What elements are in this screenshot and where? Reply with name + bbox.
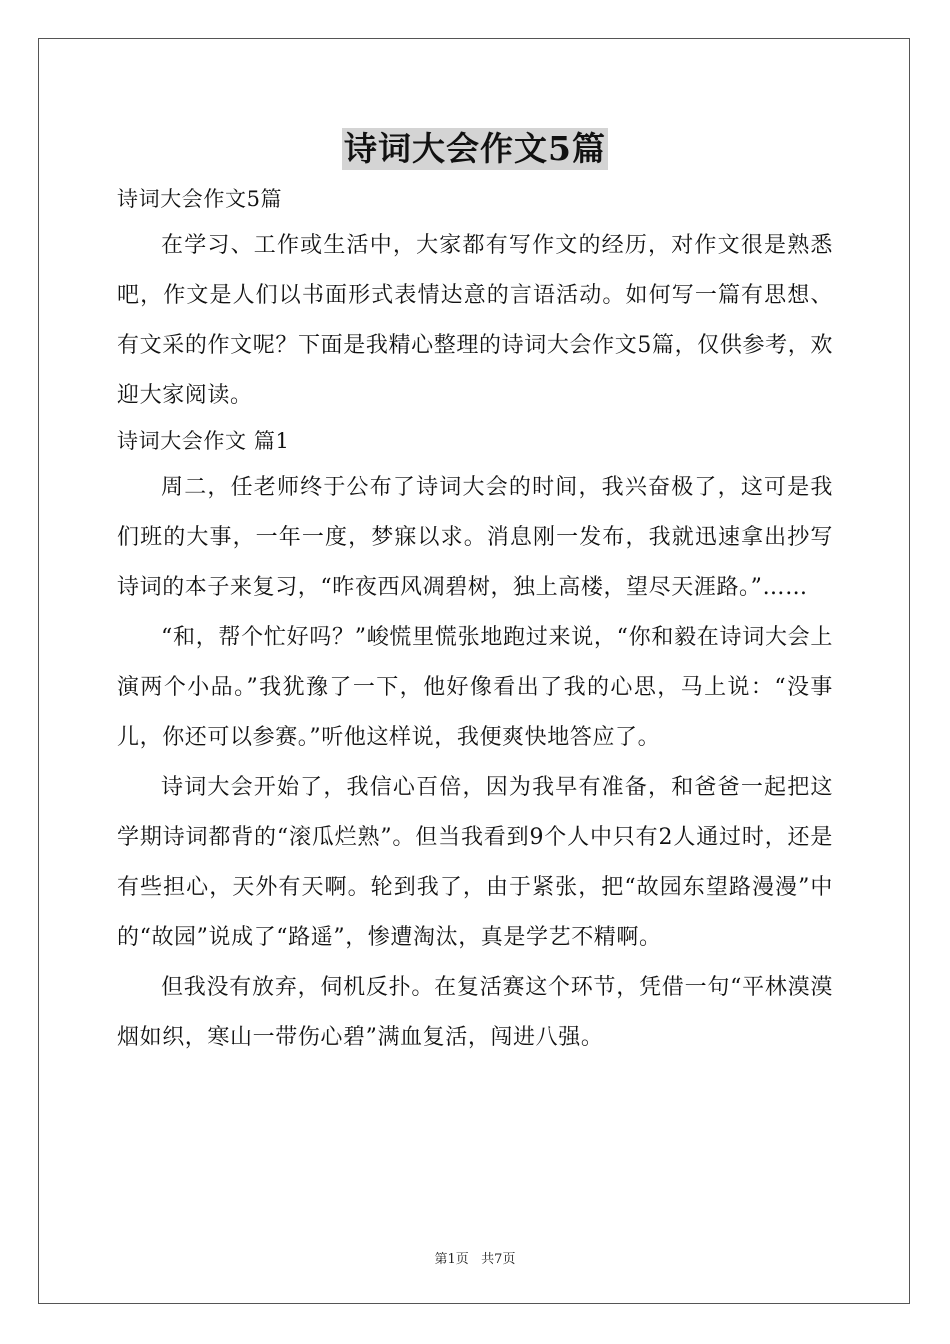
body-paragraph: “和，帮个忙好吗？”峻慌里慌张地跑过来说，“你和毅在诗词大会上演两个小品。”我犹豫了一下，他好像看出了我的心思，马上说：“没事儿，你还可以参赛。”听他这样说，我便爽快地答应了。	[117, 625, 833, 750]
document-body	[117, 179, 833, 1063]
page-number: 第1页 共7页	[434, 1252, 516, 1267]
page-footer	[0, 1248, 950, 1267]
section-heading: 诗词大会作文 篇1	[117, 429, 290, 453]
title-container	[0, 128, 950, 170]
body-paragraph: 但我没有放弃，伺机反扑。在复活赛这个环节，凭借一句“平林漠漠烟如织，寒山一带伤心碧”满血复活，闯进八强。	[117, 975, 833, 1050]
body-paragraph: 周二，任老师终于公布了诗词大会的时间，我兴奋极了，这可是我们班的大事，一年一度，梦寐以求。消息刚一发布，我就迅速拿出抄写诗词的本子来复习，“昨夜西风凋碧树，独上高楼，望尽天涯路。”……	[117, 475, 833, 600]
body-paragraph: 诗词大会开始了，我信心百倍，因为我早有准备，和爸爸一起把这学期诗词都背的“滚瓜烂熟”。但当我看到9个人中只有2人通过时，还是有些担心，天外有天啊。轮到我了，由于紧张，把“故园东望路漫漫”中的“故园”说成了“路遥”，惨遭淘汰，真是学艺不精啊。	[117, 775, 833, 950]
document-title: 诗词大会作文5篇	[344, 129, 606, 168]
intro-paragraph: 在学习、工作或生活中，大家都有写作文的经历，对作文很是熟悉吧，作文是人们以书面形式表情达意的言语活动。如何写一篇有思想、有文采的作文呢？下面是我精心整理的诗词大会作文5篇，仅供参考，欢迎大家阅读。	[117, 233, 833, 408]
document-subtitle: 诗词大会作文5篇	[117, 187, 283, 211]
